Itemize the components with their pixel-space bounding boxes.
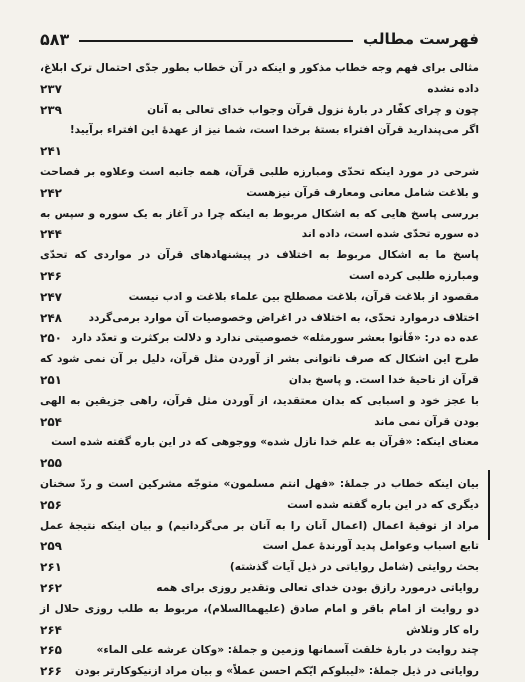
toc-entry	[40, 245, 479, 287]
toc-entry	[40, 349, 479, 391]
toc-entry-text: اختلاف درموارد تحدّی، به اختلاف در اغراض وخصوصیات آن موارد برمی‌گردد	[88, 311, 479, 324]
toc-entry-page: ۲۴۴	[40, 227, 62, 242]
toc-entry-page: ۲۴۱	[40, 144, 62, 159]
toc-entry-text: روایاتی درمورد رازق بودن خدای تعالی وتقدیر روزی برای همه	[156, 581, 479, 594]
toc-entry-text: بحث روایتی (شامل روایاتی در ذیل آیات گذشته)	[229, 561, 479, 574]
toc-entry	[40, 328, 479, 349]
toc-entry-page: ۲۵۴	[40, 414, 62, 429]
toc-entry-page: ۲۴۷	[40, 289, 62, 304]
toc-entry-text: بیان اینکه خطاب در جملهٔ: «فهل انتم مسلمون» متوجّه مشرکین است و ردّ سخنان دیگری که در این باره گفته شده است	[40, 477, 479, 511]
toc-entry	[40, 557, 479, 578]
toc-entry-page: ۲۶۲	[40, 580, 62, 595]
toc-entry	[40, 308, 479, 329]
toc-entry-page: ۲۳۷	[40, 81, 62, 96]
toc-entry	[40, 204, 479, 246]
toc-entry-page: ۲۶۴	[40, 622, 62, 637]
toc-entry	[40, 100, 479, 121]
toc-entry-text: چند روایت در بارهٔ خلقت آسمانها وزمین و جملهٔ: «وکان عرشه علی الماء»	[96, 644, 479, 657]
toc-entry	[40, 162, 479, 204]
toc-entry-page: ۲۴۸	[40, 310, 62, 325]
toc-entry-page: ۲۶۵	[40, 643, 62, 658]
toc-entry-page: ۲۵۱	[40, 372, 62, 387]
toc-entry-page: ۲۵۹	[40, 539, 62, 554]
toc-entry-text: با عجز خود و اسبابی که بدان معتقدید، از آوردن مثل قرآن، راهی جزیقین به الهی بودن قرآن نمی ماند	[40, 394, 479, 428]
toc-entry-page: ۲۵۰	[40, 331, 62, 346]
toc-entry-page: ۲۵۵	[40, 456, 62, 471]
toc-entry-page: ۲۴۲	[40, 185, 62, 200]
toc-entry	[40, 474, 479, 516]
toc-entry-page: ۲۳۹	[40, 102, 62, 117]
toc-entry-text: شرحی در مورد اینکه تحدّی ومبارزه طلبی قرآن، همه جانبه است وعلاوه بر فصاحت و بلاغت شامل معانی ومعارف قرآن نیزهست	[40, 165, 479, 199]
toc-entry-text: چون و چرای کفّار در بارهٔ نزول قرآن وجواب خدای تعالی به آنان	[147, 103, 479, 116]
toc-entry-text: معنای اینکه: «قرآن به علم خدا نازل شده» ووجوهی که در این باره گفته شده است	[51, 436, 479, 449]
header-page-number: ۵۸۳	[40, 29, 70, 49]
toc-entry	[40, 120, 479, 162]
toc-entry	[40, 391, 479, 433]
header-title: فهرست مطالب	[363, 30, 479, 48]
toc-entry	[40, 432, 479, 474]
toc-entry	[40, 661, 479, 682]
toc-entry	[40, 287, 479, 308]
toc-entry	[40, 516, 479, 558]
toc-entry-text: روایاتی در ذیل جملهٔ: «لیبلوکم ایّکم احسن عملاً» و بیان مراد ازنیکوکارتر بودن	[74, 665, 479, 678]
toc-entry-text: اگر می‌پندارید قرآن افتراء بستهٔ برخدا است، شما نیز از عهدهٔ این افتراء برآیید!	[69, 124, 479, 137]
page-header	[40, 28, 479, 50]
toc-entry	[40, 578, 479, 599]
toc-entry-text: بررسی پاسخ هایی که به اشکال مربوط به اینکه چرا در آغاز به یک سوره و سپس به ده سوره تحدّی شده است، داده اند	[40, 207, 479, 241]
header-rule	[79, 40, 353, 42]
toc-entry-text: مراد از توفیهٔ اعمال (اعمال آنان را به آنان بر می‌گردانیم) و بیان اینکه نتیجهٔ عمل تابع اسباب وعوامل پدید آورندهٔ عمل است	[40, 519, 479, 553]
toc-entry-page: ۲۶۶	[40, 664, 62, 679]
toc-entry-page: ۲۵۶	[40, 497, 62, 512]
toc-entry-text: مقصود از بلاغت قرآن، بلاغت مصطلح بین علماء بلاغت و ادب نیست	[128, 290, 479, 303]
toc-list	[40, 58, 479, 682]
toc-entry-text: دو روایت از امام باقر و امام صادق (علیهماالسلام)، مربوط به طلب روزی حلال از راه کار وتلاش	[40, 602, 479, 636]
margin-mark	[488, 470, 490, 540]
toc-entry	[40, 640, 479, 661]
toc-entry-text: مثالی برای فهم وجه خطاب مذکور و اینکه در آن خطاب بطور جدّی احتمال ترک ابلاغ، داده نشده	[40, 62, 479, 95]
toc-entry	[40, 58, 479, 100]
toc-entry-page: ۲۴۶	[40, 268, 62, 283]
toc-entry	[40, 599, 479, 641]
toc-entry-text: پاسخ ما به اشکال مربوط به اختلاف در پیشنهادهای قرآن در مواردی که تحدّی ومبارزه طلبی کرده است	[40, 249, 479, 282]
toc-entry-page: ۲۶۱	[40, 560, 62, 575]
toc-entry-text: طرح این اشکال که صرف ناتوانی بشر از آوردن مثل قرآن، دلیل بر آن نمی شود که قرآن از ناحیهٔ خدا است. و پاسخ بدان	[40, 353, 479, 386]
toc-entry-text: عده ده در: «فَأتوا بعشر سورمثله» خصوصیتی ندارد و دلالت برکثرت و تعدّد دارد	[71, 332, 479, 345]
